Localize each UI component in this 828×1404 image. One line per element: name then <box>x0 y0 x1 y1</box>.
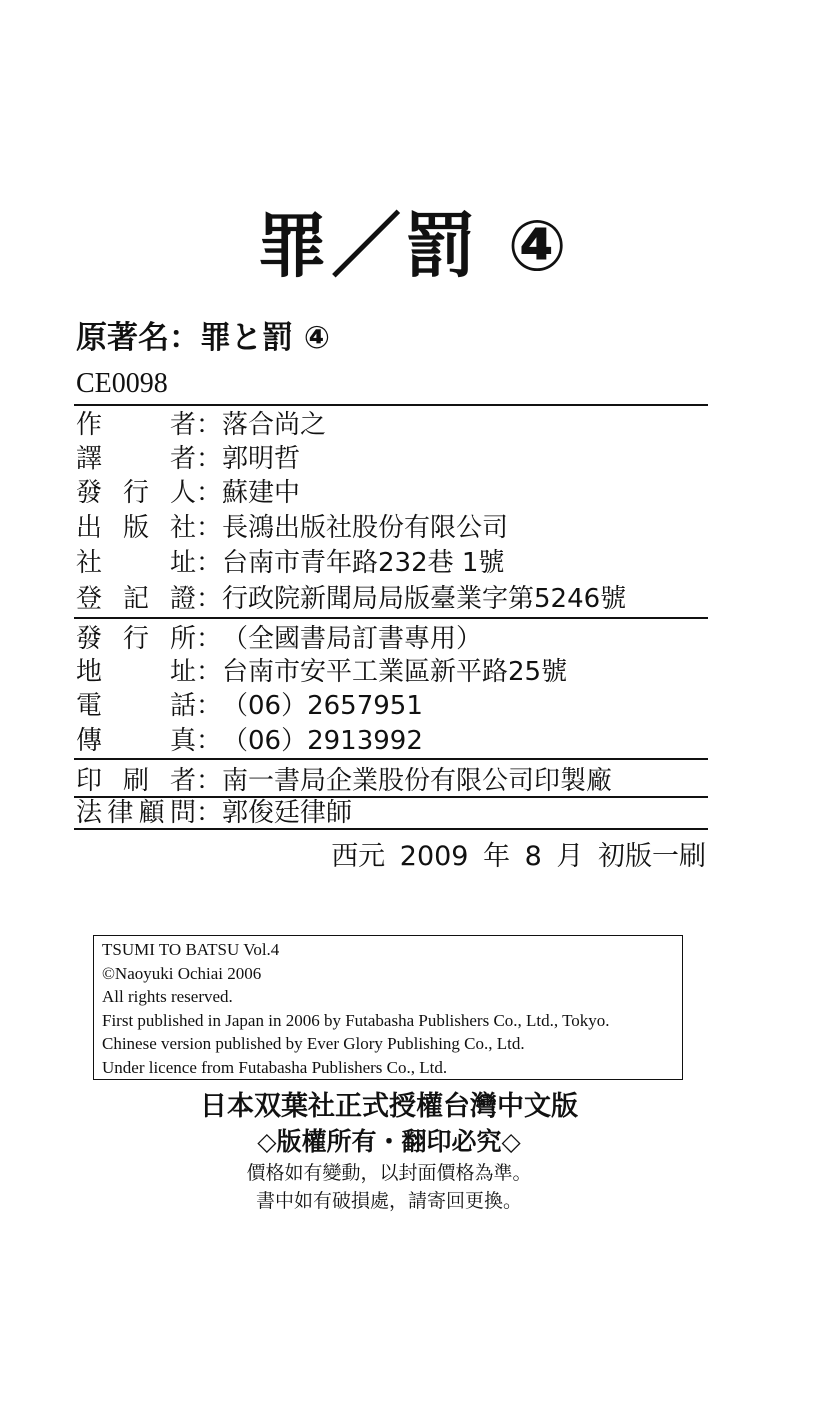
info-colon: ： <box>196 656 223 687</box>
info-row-distributor-address <box>76 651 567 687</box>
info-colon: ： <box>196 725 223 756</box>
divider-line <box>74 828 708 830</box>
info-label: 印刷者 <box>76 765 196 796</box>
book-title: 罪／罰 ④ <box>257 205 571 287</box>
info-value: （06）2657951 <box>222 690 423 721</box>
info-colon: ： <box>196 409 223 440</box>
info-value: （全國書局訂書專用） <box>222 623 483 654</box>
info-value: 落合尚之 <box>222 409 327 440</box>
info-colon: ： <box>196 477 223 508</box>
info-label: 作者 <box>76 409 196 440</box>
copyright-line: First published in Japan in 2006 by Futabasha Publishers Co., Ltd., Tokyo. <box>102 1010 610 1030</box>
info-colon: ： <box>196 512 223 543</box>
copyright-line: Under licence from Futabasha Publishers Co., Ltd. <box>102 1057 448 1077</box>
info-value: 郭俊廷律師 <box>222 797 353 828</box>
info-row-fax <box>76 720 423 756</box>
info-colon: ： <box>196 443 223 474</box>
info-label: 傳真 <box>76 725 196 756</box>
info-row-publisher <box>76 507 508 543</box>
info-value: 蘇建中 <box>222 477 301 508</box>
price-notice: 價格如有變動，以封面價格為準。 <box>246 1162 532 1184</box>
info-row-phone <box>76 685 423 721</box>
copyright-line: TSUMI TO BATSU Vol.4 <box>102 940 280 959</box>
info-colon: ： <box>196 623 223 654</box>
info-value: 南一書局企業股份有限公司印製廠 <box>222 765 613 796</box>
info-value: （06）2913992 <box>222 725 423 756</box>
info-row-distributor <box>76 618 482 654</box>
info-row-legal-counsel <box>76 792 352 828</box>
copyright-line: Chinese version published by Ever Glory Publishing Co., Ltd. <box>102 1034 525 1053</box>
copyright-line: All rights reserved. <box>102 987 233 1006</box>
info-label: 譯者 <box>76 443 196 474</box>
copyright-line: ©Naoyuki Ochiai 2006 <box>102 963 262 983</box>
info-colon: ： <box>196 797 223 828</box>
info-label: 出版社 <box>76 512 196 543</box>
info-colon: ： <box>196 690 223 721</box>
info-label: 法律顧問 <box>76 797 196 828</box>
info-label: 發行人 <box>76 477 196 508</box>
info-colon: ： <box>196 765 223 796</box>
damage-notice: 書中如有破損處，請寄回更換。 <box>255 1190 522 1212</box>
info-row-author <box>76 404 326 440</box>
info-value: 台南市青年路232巷 1號 <box>222 547 505 578</box>
edition-date: 西元 2009 年 8 月 初版一刷 <box>331 841 706 872</box>
original-title: 原著名：罪と罰 ④ <box>76 320 331 356</box>
info-colon: ： <box>196 547 223 578</box>
info-row-publisher-address <box>76 542 504 578</box>
rights-notice: ◇版權所有・翻印必究◇ <box>257 1127 521 1156</box>
info-value: 長鴻出版社股份有限公司 <box>222 512 509 543</box>
info-value: 郭明哲 <box>222 443 301 474</box>
authorization-statement: 日本双葉社正式授權台灣中文版 <box>200 1091 578 1122</box>
copyright-box <box>93 935 683 1080</box>
info-label: 電話 <box>76 690 196 721</box>
info-value: 台南市安平工業區新平路25號 <box>222 656 568 687</box>
info-label: 地址 <box>76 656 196 687</box>
info-row-registration <box>76 578 626 614</box>
info-label: 發行所 <box>76 623 196 654</box>
info-value: 行政院新聞局局版臺業字第5246號 <box>222 583 627 614</box>
info-row-issuer <box>76 472 300 508</box>
info-label: 社址 <box>76 547 196 578</box>
info-colon: ： <box>196 583 223 614</box>
catalog-code: CE0098 <box>76 368 168 399</box>
info-label: 登記證 <box>76 583 196 614</box>
info-row-translator <box>76 438 300 474</box>
